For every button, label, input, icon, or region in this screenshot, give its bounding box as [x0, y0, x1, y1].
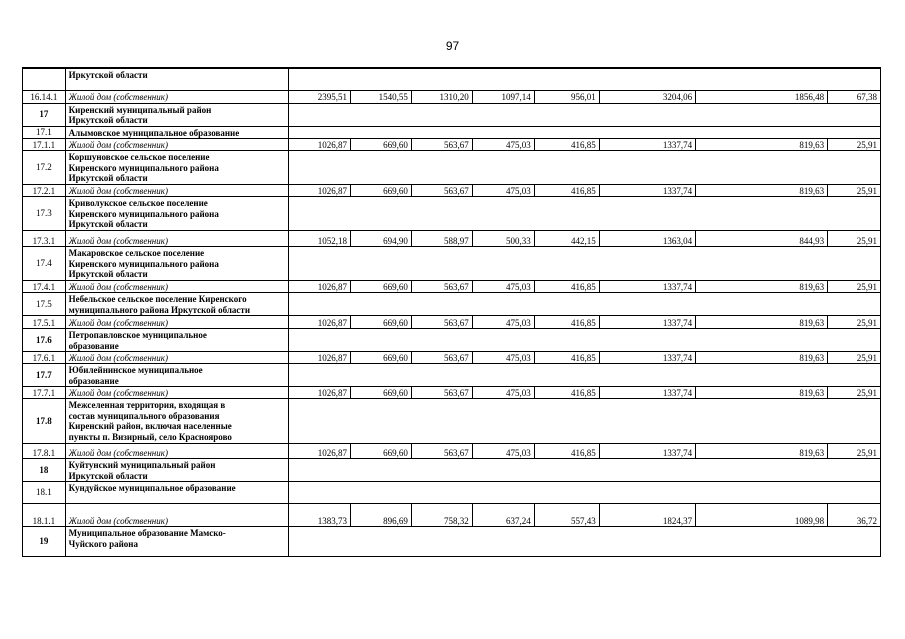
dwelling-type: Жилой дом (собственник) [65, 504, 288, 527]
value-cell: 819,63 [696, 352, 828, 364]
row-number: 17.7.1 [23, 387, 66, 399]
row-number: 17.3 [23, 197, 66, 231]
row-number: 17.5.1 [23, 316, 66, 329]
municipality-name: Коршуновское сельское поселение Киренского муниципального района Иркутской области [65, 151, 288, 185]
section-row [23, 197, 881, 231]
dwelling-type: Жилой дом (собственник) [65, 281, 288, 293]
value-cell: 669,60 [350, 281, 411, 293]
value-cell: 563,67 [411, 281, 472, 293]
section-row [23, 329, 881, 352]
municipality-name: Муниципальное образование Мамско- Чуйского района [65, 527, 288, 557]
value-cell: 2395,51 [289, 90, 351, 103]
value-cell: 475,03 [472, 281, 534, 293]
value-cell: 819,63 [696, 387, 828, 399]
empty-cell [289, 459, 881, 482]
value-cell: 819,63 [696, 281, 828, 293]
value-cell: 1337,74 [599, 185, 695, 197]
value-cell: 563,67 [411, 444, 472, 459]
empty-cell [289, 293, 881, 316]
table-row [23, 90, 881, 103]
value-cell: 475,03 [472, 352, 534, 364]
value-cell: 563,67 [411, 316, 472, 329]
dwelling-type: Жилой дом (собственник) [65, 352, 288, 364]
value-cell: 1540,55 [350, 90, 411, 103]
value-cell: 1026,87 [289, 387, 351, 399]
municipality-name: Куйтунский муниципальный район Иркутской области [65, 459, 288, 482]
value-cell: 669,60 [350, 444, 411, 459]
municipality-name: Небельское сельское поселение Киренского муниципального района Иркутской области [65, 293, 288, 316]
value-cell: 758,32 [411, 504, 472, 527]
value-cell: 36,72 [828, 504, 881, 527]
value-cell: 442,15 [534, 231, 599, 247]
empty-cell [289, 103, 881, 126]
row-number [23, 68, 66, 90]
section-row [23, 293, 881, 316]
section-row [23, 103, 881, 126]
value-cell: 475,03 [472, 387, 534, 399]
municipality-name: Иркутской области [65, 68, 288, 90]
value-cell: 669,60 [350, 139, 411, 151]
value-cell: 25,91 [828, 139, 881, 151]
value-cell: 563,67 [411, 387, 472, 399]
section-row [23, 399, 881, 444]
row-number: 18 [23, 459, 66, 482]
value-cell: 1026,87 [289, 444, 351, 459]
value-cell: 1026,87 [289, 281, 351, 293]
table-row [23, 185, 881, 197]
section-row [23, 527, 881, 557]
value-cell: 475,03 [472, 444, 534, 459]
value-cell: 416,85 [534, 352, 599, 364]
value-cell: 416,85 [534, 387, 599, 399]
value-cell: 819,63 [696, 316, 828, 329]
municipality-name: Киренский муниципальный район Иркутской области [65, 103, 288, 126]
row-number: 17.4.1 [23, 281, 66, 293]
table-row [23, 352, 881, 364]
value-cell: 25,91 [828, 352, 881, 364]
dwelling-type: Жилой дом (собственник) [65, 387, 288, 399]
dwelling-type: Жилой дом (собственник) [65, 231, 288, 247]
value-cell: 819,63 [696, 444, 828, 459]
value-cell: 1337,74 [599, 139, 695, 151]
row-number: 17.2.1 [23, 185, 66, 197]
row-number: 17.8.1 [23, 444, 66, 459]
value-cell: 956,01 [534, 90, 599, 103]
empty-cell [289, 482, 881, 504]
value-cell: 896,69 [350, 504, 411, 527]
value-cell: 1337,74 [599, 316, 695, 329]
municipality-name: Кундуйское муниципальное образование [65, 482, 288, 504]
row-number: 17.6.1 [23, 352, 66, 364]
empty-cell [289, 126, 881, 139]
dwelling-type: Жилой дом (собственник) [65, 316, 288, 329]
dwelling-type: Жилой дом (собственник) [65, 444, 288, 459]
dwelling-type: Жилой дом (собственник) [65, 139, 288, 151]
value-cell: 563,67 [411, 352, 472, 364]
section-row [23, 68, 881, 90]
value-cell: 25,91 [828, 185, 881, 197]
row-number: 17.6 [23, 329, 66, 352]
section-row [23, 247, 881, 281]
section-row [23, 482, 881, 504]
value-cell: 25,91 [828, 316, 881, 329]
value-cell: 694,90 [350, 231, 411, 247]
dwelling-type: Жилой дом (собственник) [65, 90, 288, 103]
value-cell: 475,03 [472, 316, 534, 329]
value-cell: 416,85 [534, 316, 599, 329]
table-row [23, 281, 881, 293]
section-row [23, 364, 881, 387]
value-cell: 500,33 [472, 231, 534, 247]
value-cell: 669,60 [350, 387, 411, 399]
value-cell: 3204,06 [599, 90, 695, 103]
value-cell: 1026,87 [289, 185, 351, 197]
row-number: 17.7 [23, 364, 66, 387]
value-cell: 1856,48 [696, 90, 828, 103]
value-cell: 669,60 [350, 185, 411, 197]
value-cell: 25,91 [828, 281, 881, 293]
value-cell: 1026,87 [289, 139, 351, 151]
municipality-name: Алымовское муниципальное образование [65, 126, 288, 139]
value-cell: 1363,04 [599, 231, 695, 247]
value-cell: 1337,74 [599, 352, 695, 364]
value-cell: 557,43 [534, 504, 599, 527]
value-cell: 25,91 [828, 231, 881, 247]
row-number: 17.1 [23, 126, 66, 139]
value-cell: 416,85 [534, 139, 599, 151]
value-cell: 1097,14 [472, 90, 534, 103]
value-cell: 1026,87 [289, 316, 351, 329]
section-row [23, 126, 881, 139]
row-number: 18.1.1 [23, 504, 66, 527]
empty-cell [289, 247, 881, 281]
empty-cell [289, 151, 881, 185]
value-cell: 475,03 [472, 139, 534, 151]
value-cell: 416,85 [534, 444, 599, 459]
section-row [23, 151, 881, 185]
value-cell: 1052,18 [289, 231, 351, 247]
row-number: 19 [23, 527, 66, 557]
municipality-name: Петропавловское муниципальное образование [65, 329, 288, 352]
value-cell: 1337,74 [599, 387, 695, 399]
value-cell: 25,91 [828, 444, 881, 459]
municipality-name: Макаровское сельское поселение Киренского муниципального района Иркутской области [65, 247, 288, 281]
value-cell: 637,24 [472, 504, 534, 527]
municipality-name: Криволукское сельское поселение Киренского муниципального района Иркутской области [65, 197, 288, 231]
value-cell: 1089,98 [696, 504, 828, 527]
value-cell: 1337,74 [599, 281, 695, 293]
municipality-name: Юбилейнинское муниципальное образование [65, 364, 288, 387]
table-row [23, 444, 881, 459]
row-number: 17.8 [23, 399, 66, 444]
value-cell: 1383,73 [289, 504, 351, 527]
row-number: 17 [23, 103, 66, 126]
value-cell: 1026,87 [289, 352, 351, 364]
value-cell: 844,93 [696, 231, 828, 247]
value-cell: 588,97 [411, 231, 472, 247]
value-cell: 669,60 [350, 352, 411, 364]
empty-cell [289, 527, 881, 557]
row-number: 17.2 [23, 151, 66, 185]
row-number: 17.5 [23, 293, 66, 316]
value-cell: 1824,37 [599, 504, 695, 527]
value-cell: 416,85 [534, 281, 599, 293]
value-cell: 416,85 [534, 185, 599, 197]
table-row [23, 387, 881, 399]
table-row [23, 139, 881, 151]
section-row [23, 459, 881, 482]
value-cell: 475,03 [472, 185, 534, 197]
row-number: 16.14.1 [23, 90, 66, 103]
row-number: 17.3.1 [23, 231, 66, 247]
table-row [23, 316, 881, 329]
value-cell: 25,91 [828, 387, 881, 399]
row-number: 17.4 [23, 247, 66, 281]
empty-cell [289, 68, 881, 90]
value-cell: 669,60 [350, 316, 411, 329]
value-cell: 1310,20 [411, 90, 472, 103]
page-number: 97 [445, 39, 460, 53]
value-cell: 563,67 [411, 185, 472, 197]
dwelling-type: Жилой дом (собственник) [65, 185, 288, 197]
empty-cell [289, 197, 881, 231]
row-number: 17.1.1 [23, 139, 66, 151]
value-cell: 1337,74 [599, 444, 695, 459]
tariff-table [22, 67, 881, 557]
row-number: 18.1 [23, 482, 66, 504]
table-row [23, 231, 881, 247]
empty-cell [289, 364, 881, 387]
empty-cell [289, 329, 881, 352]
empty-cell [289, 399, 881, 444]
municipality-name: Межселенная территория, входящая в состав муниципального образования Киренский район, включая населенные пункты п. Визирный, село Красноярово [65, 399, 288, 444]
value-cell: 67,38 [828, 90, 881, 103]
value-cell: 819,63 [696, 139, 828, 151]
value-cell: 563,67 [411, 139, 472, 151]
value-cell: 819,63 [696, 185, 828, 197]
table-row [23, 504, 881, 527]
table-body [23, 68, 881, 557]
